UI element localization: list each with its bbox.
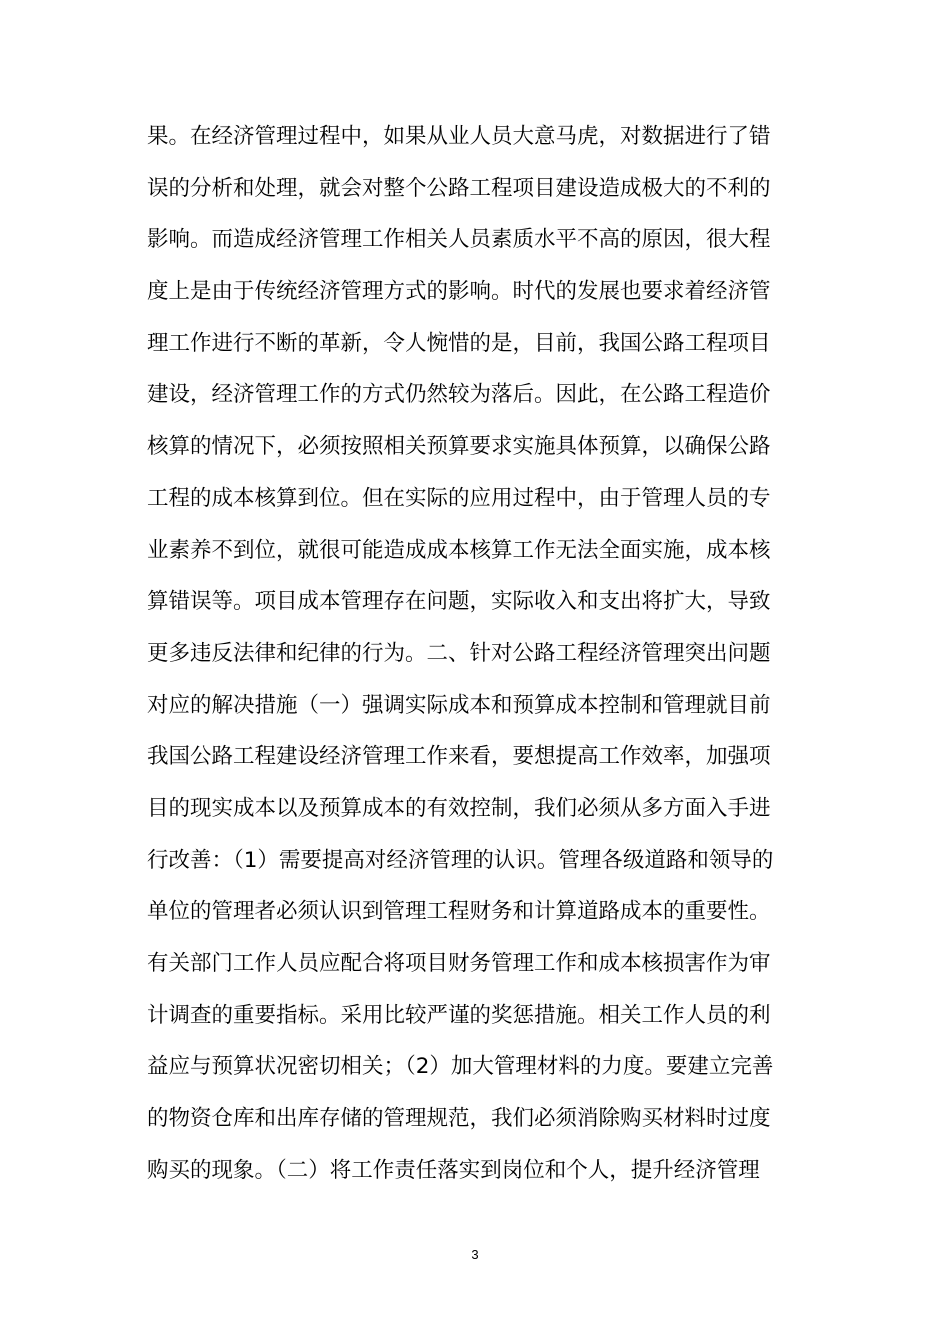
text-line: 益应与预算状况密切相关；（2）加大管理材料的力度。要建立完善: [147, 1054, 774, 1080]
text-line: 对应的解决措施（一）强调实际成本和预算成本控制和管理就目前: [147, 692, 771, 718]
body-text: [147, 118, 807, 1203]
text-line: 度上是由于传统经济管理方式的影响。时代的发展也要求着经济管: [147, 279, 771, 305]
text-line: 单位的管理者必须认识到管理工程财务和计算道路成本的重要性。: [147, 899, 771, 925]
text-line: 理工作进行不断的革新，令人惋惜的是，目前，我国公路工程项目: [147, 330, 771, 356]
text-line: 建设，经济管理工作的方式仍然较为落后。因此，在公路工程造价: [147, 382, 771, 408]
text-line: 的物资仓库和出库存储的管理规范，我们必须消除购买材料时过度: [147, 1106, 771, 1132]
text-line: 目的现实成本以及预算成本的有效控制，我们必须从多方面入手进: [147, 795, 771, 821]
text-line: 有关部门工作人员应配合将项目财务管理工作和成本核损害作为审: [147, 951, 771, 976]
text-line: 误的分析和处理，就会对整个公路工程项目建设造成极大的不利的: [147, 175, 771, 201]
text-line: 行改善：（1）需要提高对经济管理的认识。管理各级道路和领导的: [147, 847, 774, 873]
text-line: 影响。而造成经济管理工作相关人员素质水平不高的原因，很大程: [147, 227, 771, 253]
text-line: 计调查的重要指标。采用比较严谨的奖惩措施。相关工作人员的利: [147, 1002, 771, 1028]
text-line: 业素养不到位，就很可能造成成本核算工作无法全面实施，成本核: [147, 537, 771, 563]
text-line: 工程的成本核算到位。但在实际的应用过程中，由于管理人员的专: [147, 485, 771, 511]
text-line: 更多违反法律和纪律的行为。二、针对公路工程经济管理突出问题: [147, 640, 771, 666]
text-line: 算错误等。项目成本管理存在问题，实际收入和支出将扩大，导致: [147, 589, 771, 615]
text-line: 购买的现象。（二）将工作责任落实到岗位和个人，提升经济管理: [147, 1157, 760, 1183]
text-line: 我国公路工程建设经济管理工作来看，要想提高工作效率，加强项: [147, 744, 771, 770]
text-line: 果。在经济管理过程中，如果从业人员大意马虎，对数据进行了错: [147, 124, 771, 149]
page-number: 3: [471, 1247, 479, 1262]
text-line: 核算的情况下，必须按照相关预算要求实施具体预算，以确保公路: [147, 434, 771, 460]
